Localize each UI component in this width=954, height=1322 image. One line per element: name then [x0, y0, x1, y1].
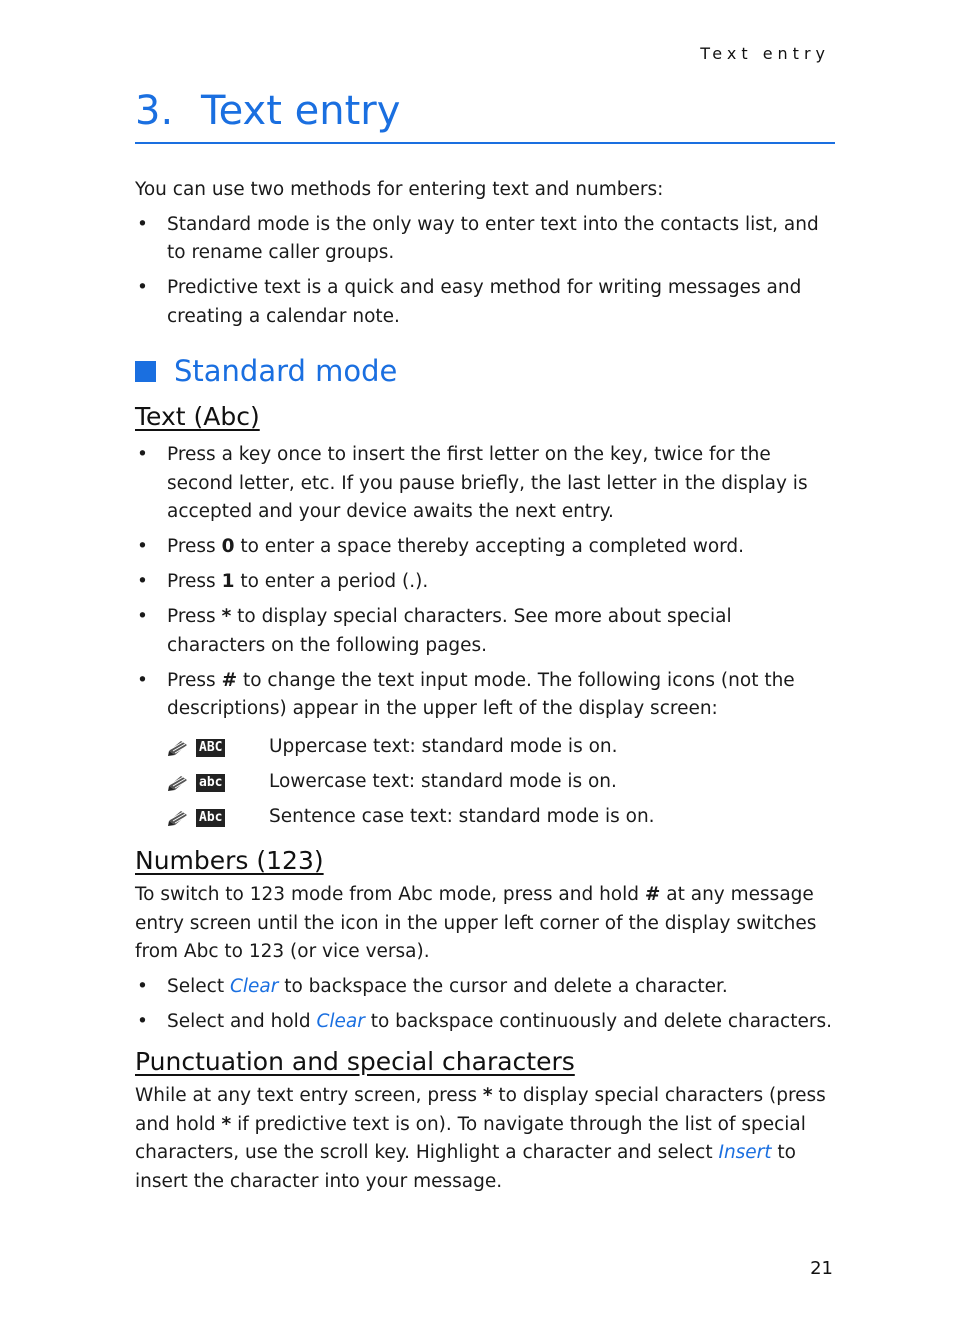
list-item: • Press * to display special characters. See more about special characters on the following pages. — [135, 603, 835, 660]
key-label: * — [221, 1113, 232, 1135]
icon-description: Sentence case text: standard mode is on. — [269, 806, 655, 828]
list-item: • Select Clear to backspace the cursor and delete a character. — [135, 973, 835, 1002]
abc-mode-badge-icon: ABC — [196, 739, 225, 757]
subheading-numbers: Numbers (123) — [135, 846, 324, 875]
intro-text: You can use two methods for entering text and numbers: — [135, 179, 664, 200]
list-item: • Press a key once to insert the first letter on the key, twice for the second letter, etc. If you pause briefly, the last letter in the display is accepted and your device awaits the next entry. — [135, 441, 835, 527]
chapter-number: 3. — [135, 88, 174, 134]
list-item: • Press # to change the text input mode. The following icons (not the descriptions) appear in the upper left of the display screen: — [135, 667, 835, 724]
clear-term: Clear — [229, 975, 279, 997]
icon-row — [167, 800, 835, 835]
punctuation-paragraph: While at any text entry screen, press * to display special characters (press and hold * if predictive text is on). To navigate through the list of special characters, use the scroll key. Highlight a character and select Insert to insert the character into your message. — [135, 1085, 826, 1192]
list-item: • Select and hold Clear to backspace continuously and delete characters. — [135, 1008, 835, 1037]
page-number: 21 — [810, 1258, 833, 1279]
pencil-icon — [167, 774, 193, 792]
section-title: Standard mode — [174, 354, 398, 388]
list-item: • Predictive text is a quick and easy method for writing messages and creating a calendar note. — [135, 274, 835, 331]
subheading-punctuation: Punctuation and special characters — [135, 1047, 575, 1076]
page-content — [135, 176, 835, 1196]
list-item: • Standard mode is the only way to enter text into the contacts list, and to rename caller groups. — [135, 211, 835, 268]
clear-term: Clear — [316, 1010, 365, 1032]
section-square-icon — [135, 361, 156, 382]
key-label: * — [482, 1085, 493, 1106]
key-label: 0 — [221, 536, 235, 557]
abc-mode-badge-icon: Abc — [196, 809, 225, 827]
subheading-text-abc: Text (Abc) — [135, 402, 260, 431]
icon-row — [167, 730, 835, 765]
numbers-list — [135, 973, 835, 1037]
pencil-icon — [167, 739, 193, 757]
pencil-icon — [167, 809, 193, 827]
key-label: 1 — [221, 571, 235, 592]
running-head: Text entry — [700, 44, 830, 63]
icon-row — [167, 765, 835, 800]
numbers-paragraph: To switch to 123 mode from Abc mode, press and hold # at any message entry screen until the icon in the upper left corner of the display switches from Abc to 123 (or vice versa). — [135, 884, 817, 962]
input-mode-icons — [167, 730, 835, 835]
chapter-heading — [135, 84, 835, 144]
intro-list — [135, 211, 835, 332]
key-label: # — [221, 669, 238, 691]
section-heading — [135, 351, 835, 391]
list-item: • Press 0 to enter a space thereby accepting a completed word. — [135, 533, 835, 562]
key-label: # — [644, 884, 661, 905]
insert-term: Insert — [718, 1142, 772, 1163]
abc-mode-badge-icon: abc — [196, 774, 225, 792]
icon-description: Lowercase text: standard mode is on. — [269, 771, 617, 793]
key-label: * — [221, 606, 232, 627]
chapter-title: Text entry — [201, 88, 401, 134]
list-item: • Press 1 to enter a period (.). — [135, 568, 835, 597]
text-abc-list — [135, 441, 835, 724]
icon-description: Uppercase text: standard mode is on. — [269, 736, 618, 758]
